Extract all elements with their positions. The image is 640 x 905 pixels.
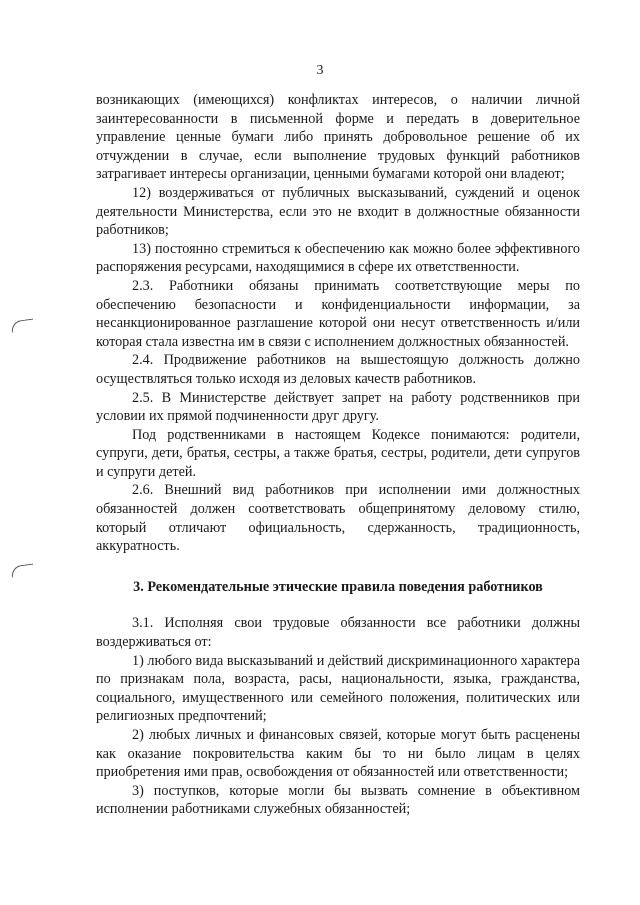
paragraph: 2.6. Внешний вид работников при исполнении ими должностных обязанностей должен соответствовать общепринятому деловому стилю, который отличают официальность, сдержанность, традиционность, аккуратность. <box>96 482 580 555</box>
paragraph: 2.4. Продвижение работников на вышестоящую должность должно осуществляться только исходя из деловых качеств работников. <box>96 352 580 387</box>
paragraph: 2.3. Работники обязаны принимать соответствующие меры по обеспечению безопасности и конфиденциальности информации, за несанкционированное разглашение которой они несут ответственность и/или которая стала известна им в связи с исполнением должностных обязанностей. <box>96 277 580 350</box>
document-body <box>96 91 580 819</box>
section-heading: 3. Рекомендательные этические правила поведения работников <box>133 578 543 595</box>
paragraph: 2.5. В Министерстве действует запрет на работу родственников при условии их прямой подчиненности друг другу. <box>96 389 580 425</box>
paragraph: 1) любого вида высказываний и действий дискриминационного характера по признакам пола, возраста, расы, национальности, языка, гражданства, социального, имущественного или семейного положения, политических или религиозных предпочтений; <box>96 652 580 725</box>
paragraph: 12) воздерживаться от публичных высказываний, суждений и оценок деятельности Министерства, если это не входит в должностные обязанности работников; <box>96 184 580 239</box>
page-number: 3 <box>316 63 324 78</box>
paragraph: 3) поступков, которые могли бы вызвать сомнение в объективном исполнении работниками служебных обязанностей; <box>96 782 580 818</box>
scan-artifact-mark <box>10 318 34 332</box>
paragraph: 13) постоянно стремиться к обеспечению как можно более эффективного распоряжения ресурсами, находящимися в сфере их ответственности. <box>96 240 580 276</box>
paragraph: 2) любых личных и финансовых связей, которые могут быть расценены как оказание покровительства каким бы то ни было лицам в целях приобретения ими прав, освобождения от обязанностей или ответственности; <box>96 727 580 781</box>
scan-artifact-mark <box>10 563 34 577</box>
paragraph: Под родственниками в настоящем Кодексе понимаются: родители, супруги, дети, братья, сестры, а также братья, сестры, родители, дети супругов и супруги детей. <box>96 426 580 480</box>
paragraph: 3.1. Исполняя свои трудовые обязанности все работники должны воздерживаться от: <box>96 615 580 651</box>
paragraph: возникающих (имеющихся) конфликтах интересов, о наличии личной заинтересованности в письменной форме и передать в доверительное управление ценные бумаги либо принять добровольное решение об их отчуждении в случае, если выполнение трудовых функций работников затрагивает интересы организации, ценными бумагами которой они владеют; <box>96 92 580 183</box>
